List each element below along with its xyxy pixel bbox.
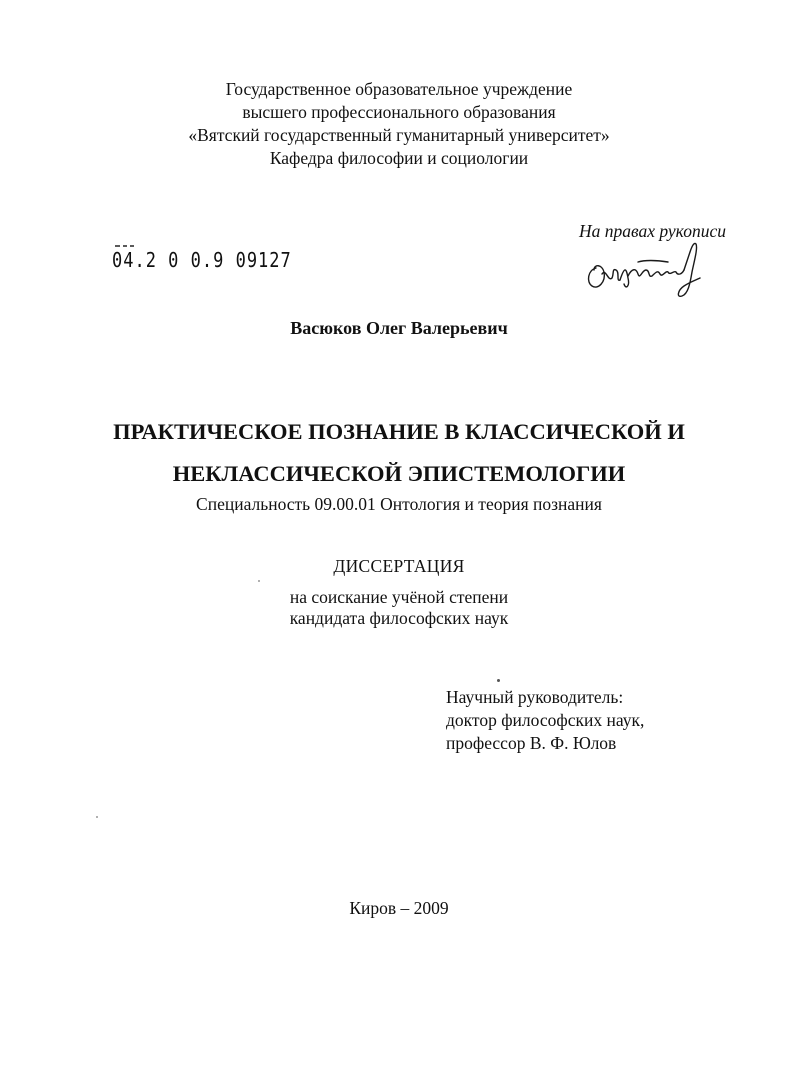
specialty-line: Специальность 09.00.01 Онтология и теория познания [196, 494, 602, 514]
dissertation-title [0, 411, 798, 495]
scan-speck [258, 580, 260, 582]
degree-statement [0, 587, 798, 629]
scan-speck [497, 679, 500, 682]
degree-line-2: кандидата философских наук [289, 608, 509, 628]
scan-speck [96, 816, 98, 818]
city-year: Киров – 2009 [349, 898, 449, 918]
institution-line-2: высшего профессионального образования [242, 102, 556, 122]
title-line-1: ПРАКТИЧЕСКОЕ ПОЗНАНИЕ В КЛАССИЧЕСКОЙ И [113, 419, 685, 444]
degree-line-1: на соискание учёной степени [289, 587, 509, 607]
stamp-mark-dashes [115, 244, 135, 248]
institution-header [0, 78, 798, 170]
advisor-name: профессор В. Ф. Юлов [446, 733, 617, 753]
institution-line-3: «Вятский государственный гуманитарный университет» [188, 125, 610, 145]
scientific-advisor-block [446, 686, 644, 755]
registration-stamp: 04.2 0 0.9 09127 [112, 249, 292, 273]
document-type: ДИССЕРТАЦИЯ [333, 556, 465, 576]
advisor-label: Научный руководитель: [446, 687, 624, 707]
institution-line-1: Государственное образовательное учреждение [225, 79, 573, 99]
advisor-degree: доктор философских наук, [446, 710, 645, 730]
title-line-2: НЕКЛАССИЧЕСКОЙ ЭПИСТЕМОЛОГИИ [172, 461, 626, 486]
handwritten-signature [582, 238, 712, 300]
institution-line-4: Кафедра философии и социологии [269, 148, 529, 168]
manuscript-rights-note: На правах рукописи [579, 221, 726, 241]
author-name: Васюков Олег Валерьевич [290, 318, 508, 338]
